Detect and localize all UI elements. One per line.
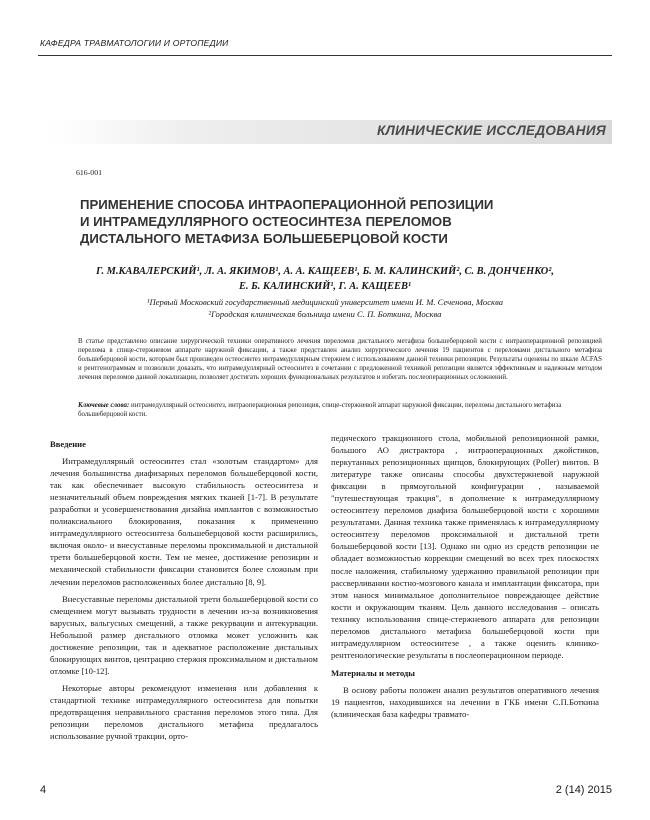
authors: [40, 264, 610, 294]
title-line: ПРИМЕНЕНИЕ СПОСОБА ИНТРАОПЕРАЦИОННОЙ РЕПОЗИЦИИ: [80, 197, 494, 212]
issue-number: 2 (14) 2015: [555, 784, 612, 796]
section-banner: [50, 120, 612, 144]
methods-heading: Материалы и методы: [331, 667, 415, 678]
authors-line: Е. Б. КАЛИНСКИЙ¹, Г. А. КАЩЕЕВ¹: [238, 281, 412, 292]
header-divider: [38, 55, 612, 56]
intro-paragraph: Интрамедуллярный остеосинтез стал «золотым стандартом» для лечения большинства диафизарных переломов большеберцовой кости, так как обеспечивает высокую стабильность остеосинтеза и незначительный объем повреждения мягких тканей [1-7]. В результате разработки и усовершенствования дизайна имплантов с возможностью полиаксиального блокирования, показания к применению интрамедуллярного остеосинтеза большеберцовой кости расширились, включая около- и внесуставные переломы проксимальной и дистальной трети большеберцовой кости. Тем не менее, достижение репозиции и механической стабильности фиксации становится более сложным при лечении переломов расположенных более дистально [8, 9].: [50, 456, 318, 587]
title-line: И ИНТРАМЕДУЛЛЯРНОГО ОСТЕОСИНТЕЗА ПЕРЕЛОМОВ: [80, 214, 452, 229]
abstract: В статье представлено описание хирургической техники оперативного лечения переломов дистального метафиза большеберцовой кости с интраоперационной репозицией перелома в спице-стержневом аппарате наружной фиксации, а также представлен анализ хирургического лечения 19 пациентов с переломами дистального метафиза большеберцовой кости, которым был произведен остеосинтез интрамедуллярным стержнем с использованием данной техники репозиции. Результаты оценены по шкале ACFAS и рентгенограммам и позволили доказать, что интрамедуллярный остеосинтез в сочетании с предложенной техникой репозиции является эффективным и надежным методом лечения переломов данной локализации, позволяет достигать хороших функциональных результатов и избегать послеоперационных осложнений.: [78, 338, 602, 381]
body-paragraph: педического тракционного стола, мобильной репозиционной рамки, большого АО дистрактора , интраоперационных джойстиков, перкутанных репозиционных щипцов, блокирующих (Poller) винтов. В литературе также описаны способы двухстержневой наружной фиксации в прямоугольной конфигурации , называемой "путешествующая тракция", в дополнение к интрамедуллярному остеосинтезу переломов диафиза большеберцовой кости с хорошими результатами. Данная техника также применялась к интрамедуллярному остеосинтезу переломов проксимальной и дистальной трети большеберцовой кости [13]. Однако ни одно из средств репозиции не обладает возможностью коррекции смещений во всех трех плоскостях после наложения, стабильному удержанию правильной репозиции при рассверливании костно-мозгового канала и имплантации фиксатора, при этом нанося минимальное дополнительное повреждающее действие кости и окружающим тканям. Цель данного исследования – описать технику использования спице-стержневого аппарата для репозиции переломов дистального метафиза большеберцовой кости при интрамедуллярном остеосинтезе , а также оценить клинико-рентгенологические результаты в послеоперационном периоде.: [331, 433, 599, 660]
intro-paragraph: Внесуставные переломы дистальной трети большеберцовой кости со смещением могут вызывать трудности в лечении из-за возникновения варусных, вальгусных смещений, а также рекурвации и антекурвации. Небольшой размер дистального отломка может усложнить как достижение репозиции, так и адекватное расположение дистальных блокирующих винтов, центрацию стержня проксимальном и дистальном отломке [10-12].: [50, 593, 318, 676]
affiliations: [40, 296, 610, 320]
right-column: [331, 432, 599, 725]
affiliation-line: ²Городская клиническая больница имени С. П. Боткина, Москва: [208, 309, 442, 319]
keywords-text: интрамедуллярный остеосинтез, интраоперационная репозиция, спице-стержневой аппарат наружной фиксации, переломы дистального метафиза большеберцовой кости.: [78, 402, 562, 418]
left-column: [50, 438, 318, 747]
journal-department-label: КАФЕДРА ТРАВМАТОЛОГИИ И ОРТОПЕДИИ: [40, 38, 229, 48]
intro-paragraph: Некоторые авторы рекомендуют изменения или добавления к стандартной технике интрамедуллярного остеосинтеза для попытки предотвращения неправильного срастания переломов этого типа. Для репозиции переломов дистального метафиза предлагалось использование ручной тракции, орто-: [50, 682, 318, 742]
title-line: ДИСТАЛЬНОГО МЕТАФИЗА БОЛЬШЕБЕРЦОВОЙ КОСТИ: [80, 231, 448, 246]
methods-paragraph: В основу работы положен анализ результатов оперативного лечения 19 пациентов, находившихся на лечении в ГКБ имени С.П.Боткина (клиническая база кафедры травмато-: [331, 684, 599, 720]
udc-code: 616-001: [76, 168, 102, 177]
page-number: 4: [40, 784, 47, 796]
section-title: КЛИНИЧЕСКИЕ ИССЛЕДОВАНИЯ: [376, 123, 606, 138]
intro-heading: Введение: [50, 439, 86, 449]
authors-line: Г. М.КАВАЛЕРСКИЙ¹, Л. А. ЯКИМОВ¹, А. А. КАЩЕЕВ¹, Б. М. КАЛИНСКИЙ², С. В. ДОНЧЕНКО²,: [95, 266, 555, 277]
affiliation-line: ¹Первый Московский государственный медицинский университет имени И. М. Сеченова, Москва: [146, 297, 504, 307]
keywords-label: Ключевые слова:: [78, 402, 130, 409]
article-title: [80, 196, 610, 247]
keywords: [78, 402, 602, 420]
